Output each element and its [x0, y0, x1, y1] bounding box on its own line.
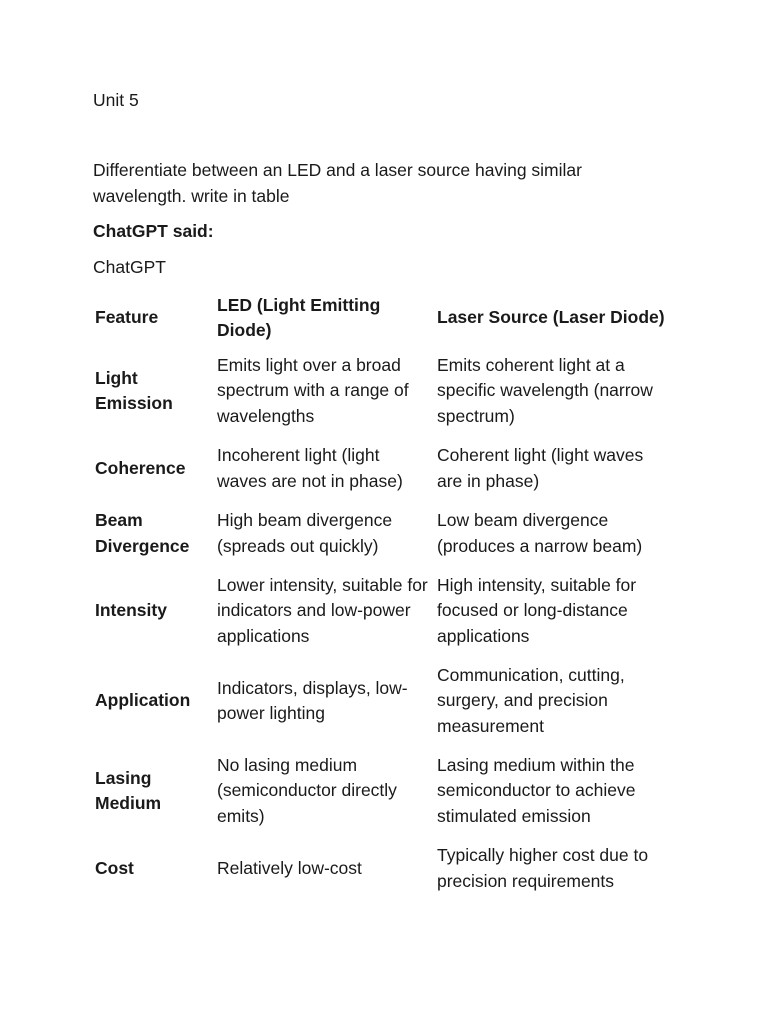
led-cell: No lasing medium (semiconductor directly emits)	[217, 754, 397, 826]
comparison-table	[91, 290, 671, 901]
question-text: Differentiate between an LED and a laser source having similar wavelength. write in table	[93, 160, 582, 206]
table-row	[91, 566, 671, 656]
feature-cell: Cost	[95, 857, 134, 878]
unit-heading: Unit 5	[93, 90, 139, 110]
table-row	[91, 746, 671, 836]
feature-cell: Application	[95, 690, 191, 711]
header-feature: Feature	[95, 307, 159, 328]
led-cell: Relatively low-cost	[217, 857, 362, 878]
laser-cell: Typically higher cost due to precision requirements	[437, 845, 649, 891]
table-row	[91, 436, 671, 501]
table-row	[91, 836, 671, 901]
feature-cell: Coherence	[95, 457, 186, 478]
feature-cell: Intensity	[95, 600, 167, 621]
led-cell: Lower intensity, suitable for indicators and low-power applications	[217, 574, 428, 646]
feature-cell: Light Emission	[95, 367, 173, 413]
feature-cell: Lasing Medium	[95, 767, 162, 813]
assistant-said-label: ChatGPT said:	[93, 221, 214, 241]
table-header-row	[91, 290, 671, 346]
table-row	[91, 346, 671, 436]
led-cell: Incoherent light (light waves are not in phase)	[217, 445, 403, 491]
led-cell: Emits light over a broad spectrum with a range of wavelengths	[217, 354, 409, 426]
table-row	[91, 501, 671, 566]
table-row	[91, 656, 671, 746]
laser-cell: High intensity, suitable for focused or long-distance applications	[437, 574, 637, 646]
led-cell: Indicators, displays, low-power lighting	[217, 677, 408, 723]
laser-cell: Low beam divergence (produces a narrow beam)	[437, 510, 643, 556]
laser-cell: Lasing medium within the semiconductor to achieve stimulated emission	[437, 754, 636, 826]
laser-cell: Communication, cutting, surgery, and precision measurement	[437, 664, 625, 736]
feature-cell: Beam Divergence	[95, 510, 190, 556]
laser-cell: Emits coherent light at a specific wavelength (narrow spectrum)	[437, 354, 653, 426]
header-led: LED (Light Emitting Diode)	[217, 294, 381, 340]
assistant-name: ChatGPT	[93, 257, 166, 277]
header-laser: Laser Source (Laser Diode)	[437, 307, 665, 328]
led-cell: High beam divergence (spreads out quickly)	[217, 510, 393, 556]
laser-cell: Coherent light (light waves are in phase)	[437, 445, 644, 491]
